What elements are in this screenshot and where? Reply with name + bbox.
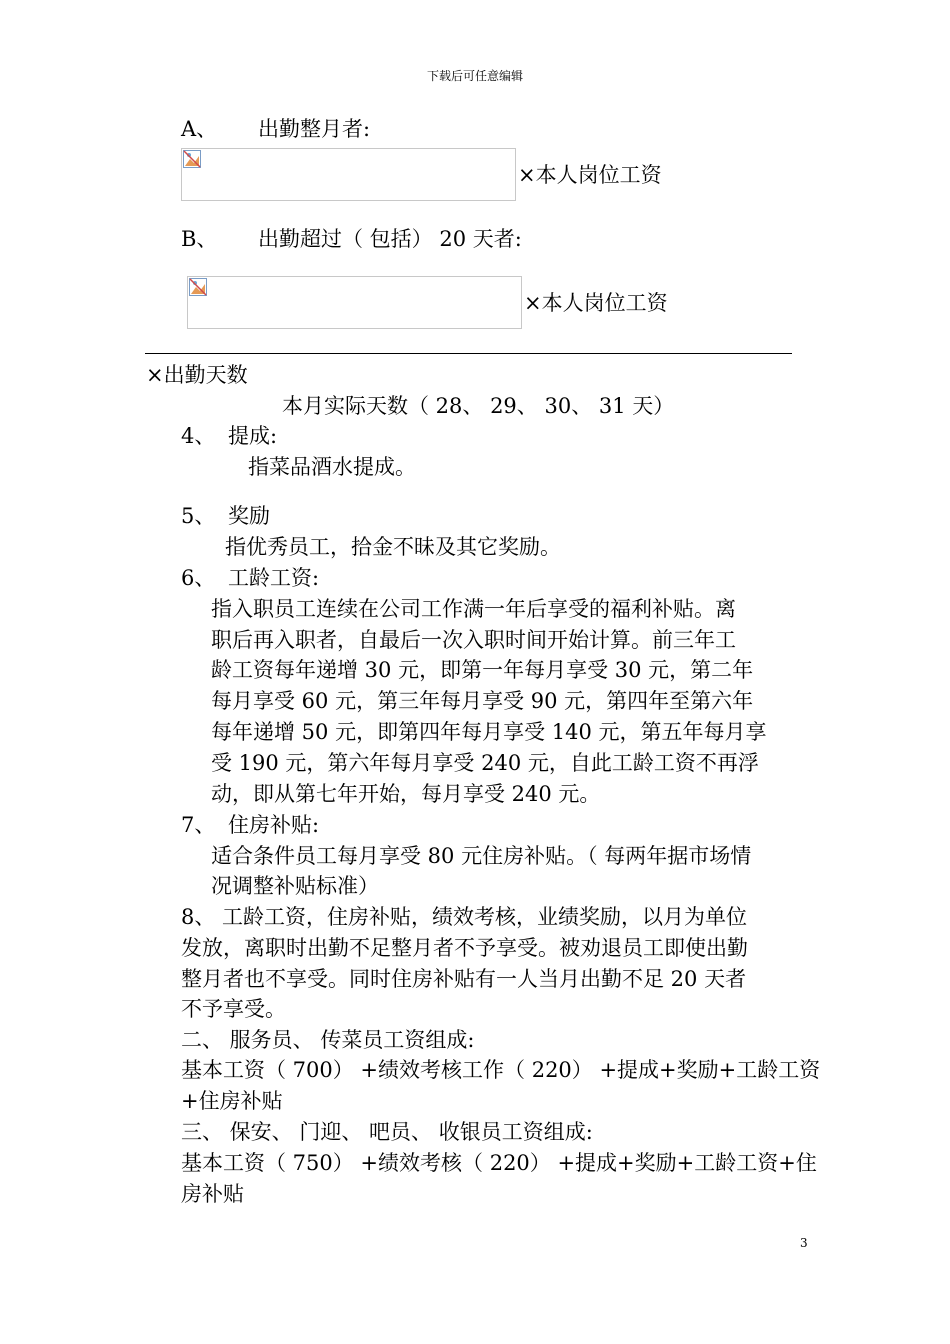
section3-line: 房补贴 (181, 1182, 244, 1206)
item6-line: 每年递增 50 元，即第四年每月享受 140 元，第五年每月享 (211, 720, 767, 744)
item4-number: 4、 (181, 424, 216, 448)
item6-line: 动，即从第七年开始，每月享受 240 元。 (211, 782, 601, 806)
broken-image-icon (183, 150, 201, 168)
fraction-rule (145, 353, 792, 354)
item6-line: 每月享受 60 元，第三年每月享受 90 元，第四年至第六年 (211, 689, 754, 713)
item7-number: 7、 (181, 813, 216, 837)
item-a-text: 出勤整月者: (258, 117, 371, 141)
item6-line: 受 190 元，第六年每月享受 240 元，自此工龄工资不再浮 (211, 751, 759, 775)
section2-line: +住房补贴 (181, 1089, 283, 1113)
formula-image-a (181, 148, 516, 201)
item5-body: 指优秀员工，拾金不昧及其它奖励。 (225, 535, 561, 559)
item-a-label: A、 (181, 117, 218, 141)
item4-body: 指菜品酒水提成。 (248, 455, 416, 479)
item4-title: 提成: (228, 424, 278, 448)
item6-line: 龄工资每年递增 30 元，即第一年每月享受 30 元，第二年 (211, 658, 754, 682)
item7-line: 适合条件员工每月享受 80 元住房补贴。（ 每两年据市场情 (211, 844, 752, 868)
item8-line: 整月者也不享受。同时住房补贴有一人当月出勤不足 20 天者 (181, 967, 747, 991)
page-header-note: 下载后可任意编辑 (426, 69, 523, 83)
page-number: 3 (800, 1236, 808, 1250)
item6-line: 指入职员工连续在公司工作满一年后享受的福利补贴。离 (211, 597, 736, 621)
item6-title: 工龄工资: (228, 566, 320, 590)
formula-image-b (187, 276, 522, 329)
fraction-denominator: 本月实际天数（ 28、 29、 30、 31 天） (282, 394, 675, 418)
item6-line: 职后再入职者，自最后一次入职时间开始计算。前三年工 (211, 628, 736, 652)
section2-line: 基本工资（ 700） +绩效考核工作（ 220） +提成+奖励+工龄工资 (181, 1058, 821, 1082)
broken-image-icon (189, 278, 207, 296)
item-b-formula-suffix: ×本人岗位工资 (524, 291, 668, 315)
section2-heading: 二、 服务员、 传菜员工资组成: (181, 1028, 475, 1052)
item5-number: 5、 (181, 504, 216, 528)
section3-heading: 三、 保安、 门迎、 吧员、 收银员工资组成: (181, 1120, 593, 1144)
item-b-label: B、 (181, 227, 218, 251)
item7-line: 况调整补贴标准） (211, 874, 379, 898)
item8-line: 发放，离职时出勤不足整月者不予享受。被劝退员工即使出勤 (181, 936, 748, 960)
item-a-formula-suffix: ×本人岗位工资 (518, 163, 662, 187)
item5-title: 奖励 (228, 504, 270, 528)
item6-number: 6、 (181, 566, 216, 590)
section3-line: 基本工资（ 750） +绩效考核（ 220） +提成+奖励+工龄工资+住 (181, 1151, 817, 1175)
item8-line: 8、 工龄工资，住房补贴，绩效考核，业绩奖励，以月为单位 (181, 905, 748, 929)
item-b-text: 出勤超过（ 包括） 20 天者: (258, 227, 522, 251)
item8-line: 不予享受。 (181, 997, 286, 1021)
fraction-numerator: ×出勤天数 (146, 363, 248, 387)
item7-title: 住房补贴: (228, 813, 320, 837)
